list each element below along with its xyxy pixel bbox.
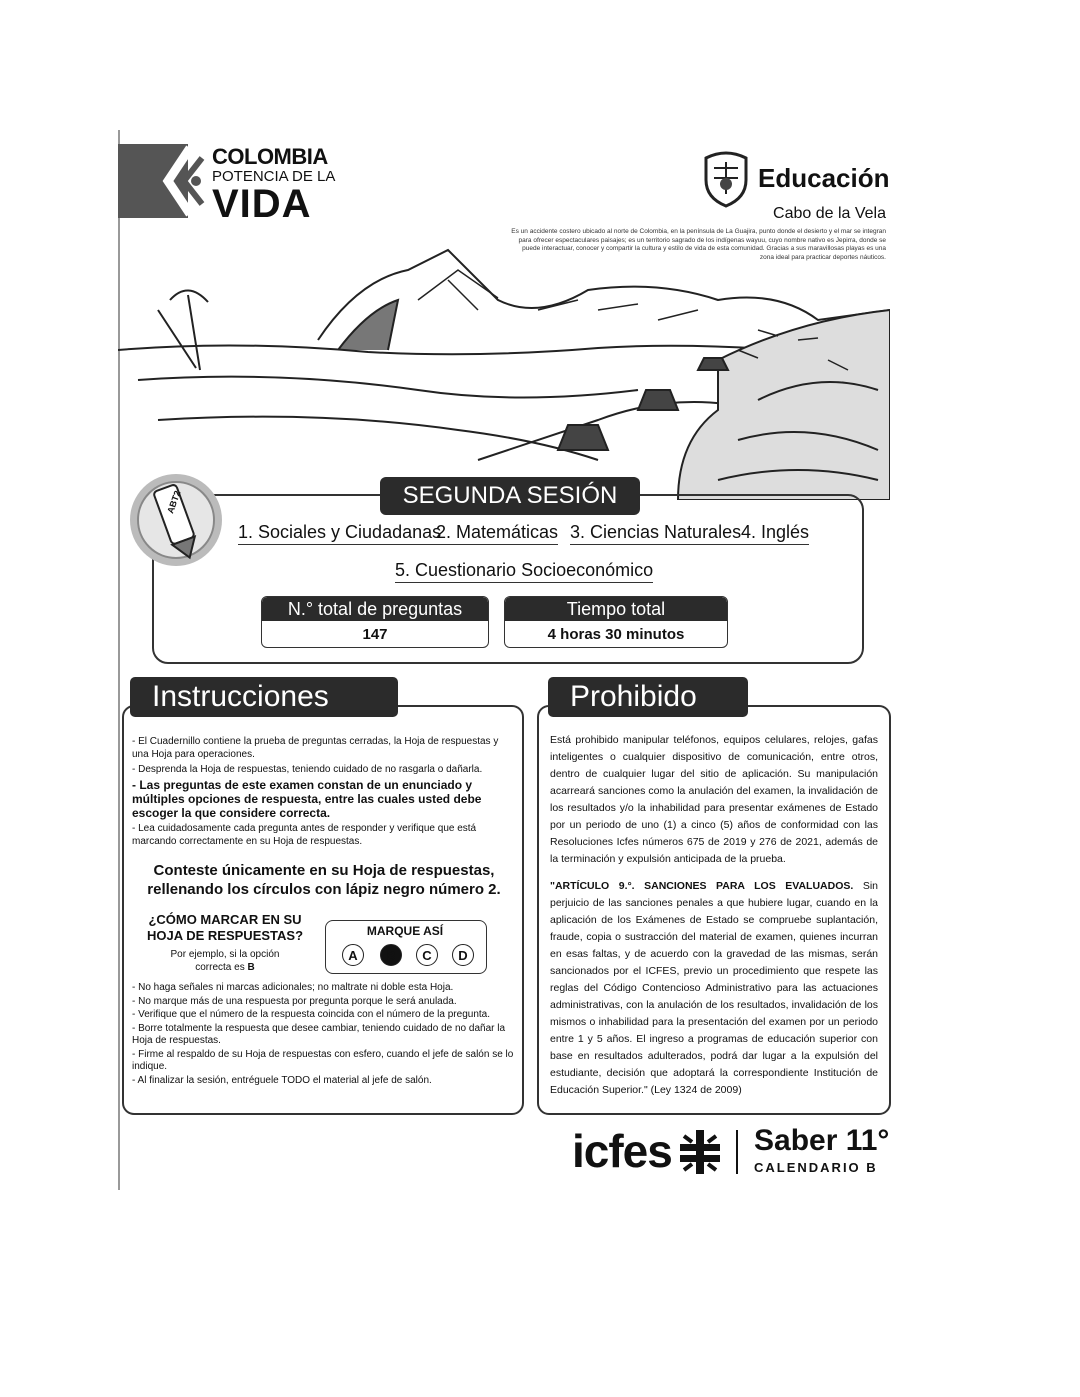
instruction-item: - No marque más de una respuesta por pregunta porque le será anulada.	[132, 995, 457, 1007]
questions-count-box	[261, 596, 489, 648]
bubble-option-c: C	[416, 944, 438, 966]
instruction-item: - No haga señales ni marcas adicionales; no maltrate ni doble esta Hoja.	[132, 982, 454, 993]
instruction-item: - Las preguntas de este examen constan de un enunciado y múltiples opciones de respuesta, entre las cuales usted debe escoger la que considere correcta.	[132, 778, 482, 820]
how-to-mark-title: ¿CÓMO MARCAR EN SU HOJA DE RESPUESTAS?	[146, 912, 304, 943]
bubble-option-d: D	[452, 944, 474, 966]
prohibited-title: Prohibido	[548, 677, 748, 717]
logo-colombia-text: COLOMBIA	[212, 144, 328, 169]
instructions-title: Instrucciones	[130, 677, 398, 717]
total-time-label: Tiempo total	[505, 597, 727, 621]
instruction-item: - Firme al respaldo de su Hoja de respuestas con esfero, cuando el jefe de salón se lo indique.	[132, 1048, 514, 1072]
saber-title: Saber 11°	[754, 1124, 890, 1157]
instruction-item: - Desprenda la Hoja de respuestas, teniendo cuidado de no rasgarla o dañarla.	[132, 764, 483, 775]
article-title: "ARTÍCULO 9.°. SANCIONES PARA LOS EVALUADOS.	[550, 880, 854, 892]
subject-matematicas: 2. Matemáticas	[436, 522, 558, 545]
logo-vida-text: VIDA	[212, 182, 312, 226]
instructions-list-2	[132, 982, 516, 1088]
total-time-value: 4 horas 30 minutos	[547, 625, 685, 643]
calendar-label: CALENDARIO B	[754, 1160, 878, 1175]
ministry-title: Educación	[758, 163, 890, 193]
answer-note: Conteste únicamente en su Hoja de respuestas, rellenando los círculos con lápiz negro número 2.	[147, 862, 501, 898]
subject-socioeconomico: 5. Cuestionario Socioeconómico	[395, 560, 653, 583]
example-letter: B	[247, 962, 255, 973]
icfes-logo-text: icfes	[572, 1125, 672, 1177]
subject-sociales: 1. Sociales y Ciudadanas	[238, 522, 441, 545]
prohibited-paragraph: Está prohibido manipular teléfonos, equipos celulares, relojes, gafas inteligentes o cualquier dispositivo de comunicación, entre otros, dentro de cualquier lugar del sitio de aplicación. Su manipulación acarreará sanciones como la anulación del examen, la invalidación de los resultados y/o la inhabilidad para presentar exámenes de Estado por un periodo de uno (1) a cinco (5) años de conformidad con las Resoluciones Icfes números 675 de 2019 y 276 de 2021, además de la terminación y expulsión anticipada de la prueba.	[550, 734, 878, 865]
subject-ingles: 4. Inglés	[741, 522, 809, 545]
colombia-logo-icon	[118, 140, 210, 222]
article-body: Sin perjuicio de las sanciones penales a que hubiere lugar, cuando en la aplicación de los Exámenes de Estado se compruebe suplantación, fraude, copia o sustracción del material de examen, quienes incurran en esas faltas, y de acuerdo con la gravedad de las mismas, serán sancionados por el ICFES, previo un procedimiento que respete las reglas del Código Contencioso Administrativo para las actuaciones administrativas, con la anulación de los resultados, invalidación de los mismos o inhabilidad para la presentación del examen por un periodo entre 1 y 5 años. El ingreso a programas de educación superior con base en resultados adulterados, podrá dar lugar a la expulsión del estudiante, decisión que adoptará la correspondiente Institución de Educación Superior." (Ley 1324 de 2009)	[550, 880, 878, 1096]
how-to-mark-example	[160, 948, 290, 974]
bubble-option-a: A	[342, 944, 364, 966]
bubble-option-b-filled: B	[380, 944, 402, 966]
landscape-illustration	[118, 240, 890, 500]
logo-potencia-text: POTENCIA DE LA	[212, 168, 336, 185]
article-paragraph	[550, 878, 878, 1099]
questions-count-value: 147	[362, 625, 388, 643]
coat-of-arms-icon	[700, 150, 752, 213]
total-time-box	[504, 596, 728, 648]
subject-ciencias: 3. Ciencias Naturales	[570, 522, 741, 545]
footer-divider	[736, 1130, 738, 1174]
session-title: SEGUNDA SESIÓN	[380, 477, 640, 515]
mark-example-label: MARQUE ASÍ	[366, 924, 444, 938]
instruction-item: - Borre totalmente la respuesta que desee cambiar, teniendo cuidado de no dañar la Hoja de respuestas.	[132, 1022, 506, 1046]
instruction-item: - Lea cuidadosamente cada pregunta antes de responder y verifique que está marcando correctamente en su Hoja de respuestas.	[132, 823, 477, 847]
instruction-item: - Verifique que el número de la respuesta coincida con el número de la pregunta.	[132, 1009, 491, 1020]
place-description: Es un accidente costero ubicado al norte de Colombia, en la península de La Guajira, punto donde el desierto y el mar se integran para ofrecer espectaculares paisajes; es un territorio sagrado de los indígenas wayuu, cuyo nombre nativo es Jepirra, donde se puede interactuar, conocer y compartir la cultura y estilo de vida de esta comunidad. Gracias a sus maravillosas playas es una zona ideal para practicar deportes náuticos.	[511, 228, 886, 261]
icfes-logo-icon	[678, 1128, 722, 1181]
session-badge-text: ABT2	[165, 489, 183, 515]
instruction-item: - Al finalizar la sesión, entréguele TODO el material al jefe de salón.	[132, 1074, 432, 1086]
place-title: Cabo de la Vela	[773, 205, 886, 222]
instructions-list	[132, 735, 516, 850]
example-text: Por ejemplo, si la opción correcta es	[170, 949, 280, 973]
questions-count-label: N.° total de preguntas	[262, 597, 488, 621]
instruction-item: - El Cuadernillo contiene la prueba de preguntas cerradas, la Hoja de respuestas y una Hoja para operaciones.	[132, 736, 499, 760]
